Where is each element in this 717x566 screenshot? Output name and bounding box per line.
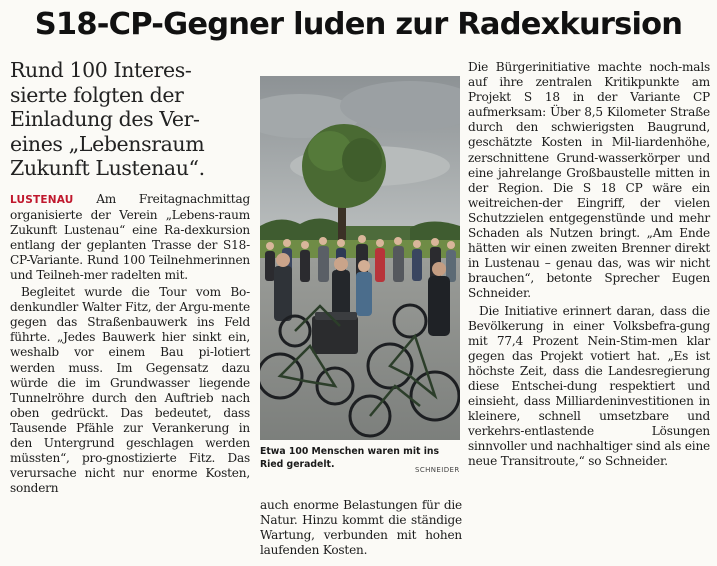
paragraph-1 <box>10 192 250 284</box>
paragraph-1-text: Am Freitagnachmittag organisierte der Verein „Lebens-raum Zukunft Lustenau“ eine Ra-dexkursion entlang der geplanten Trasse der S18-CP-Variante. Rund 100 Teilnehmerinnen und Teilneh-mer radelten mit. <box>10 191 250 282</box>
photo-credit: SCHNEIDER <box>415 466 460 474</box>
column-left <box>10 58 250 496</box>
cyclists-group-photo <box>260 76 460 440</box>
column-middle-continuation <box>260 498 462 558</box>
paragraph-2: Begleitet wurde die Tour vom Bo-denkundler Walter Fitz, der Argu-mente gegen das Straßenbauwerk ins Feld führte. „Jedes Bauwerk hier sinkt ein, weshalb vor einem Bau pi-lotiert werden muss. Im Gegensatz dazu würde die im Grundwasser liegende Tunnelröhre durch den Auftrieb nach oben gedrückt. Das bedeutet, dass Tausende Pfähle zur Verankerung in den Untergrund geschlagen werden müssten“, pro-gnostizierte Fitz. Das verursache nicht nur enorme Kosten, sondern <box>10 285 250 496</box>
paragraph-2-continuation: auch enorme Belastungen für die Natur. Hinzu kommt die ständige Wartung, verbunden mit hohen laufenden Kosten. <box>260 498 462 558</box>
lead-text: Rund 100 Interes- sierte folgten der Einladung des Ver- eines „Lebensraum Zukunft Lustenau“. <box>10 58 205 180</box>
headline: S18-CP-Gegner luden zur Radexkursion <box>34 7 683 42</box>
photo-caption: Etwa 100 Menschen waren mit ins Ried geradelt. <box>260 446 440 470</box>
paragraph-4: Die Initiative erinnert daran, dass die Bevölkerung in einer Volksbefra-gung mit 77,4 Prozent Nein-Stim-men klar gegen das Projekt votiert hat. „Es ist höchste Zeit, dass die Landesregierung diese Entschei-dung respektiert und einsieht, dass Milliardeninvestitionen in kleinere, schnell umsetzbare und verkehrs-entlastende Lösungen sinnvoller und nachhaltiger sind als eine neue Transitroute,“ so Schneider. <box>468 303 710 469</box>
dateline: LUSTENAU <box>10 193 74 206</box>
paragraph-3: Die Bürgerinitiative machte noch-mals auf ihre zentralen Kritikpunkte am Projekt S 18 in der Variante CP aufmerksam: Über 8,5 Kilometer Straße durch den schwierigsten Baugrund, geschätzte Kosten in Mil-liardenhöhe, zerschnittene Grund-wasserkörper und eine jahrelange Großbaustelle mitten in der Region. Die S 18 CP wäre ein weitreichen-der Eingriff, der vielen Schutzzielen entgegenstünde und mehr Schaden als Nutzen bringt. „Am Ende hätten wir einen zweiten Brenner direkt in Lustenau – genau das, was wir nicht brauchen“, betonte Sprecher Eugen Schneider. <box>468 60 710 301</box>
article-photo <box>260 76 460 440</box>
column-right <box>468 60 710 470</box>
